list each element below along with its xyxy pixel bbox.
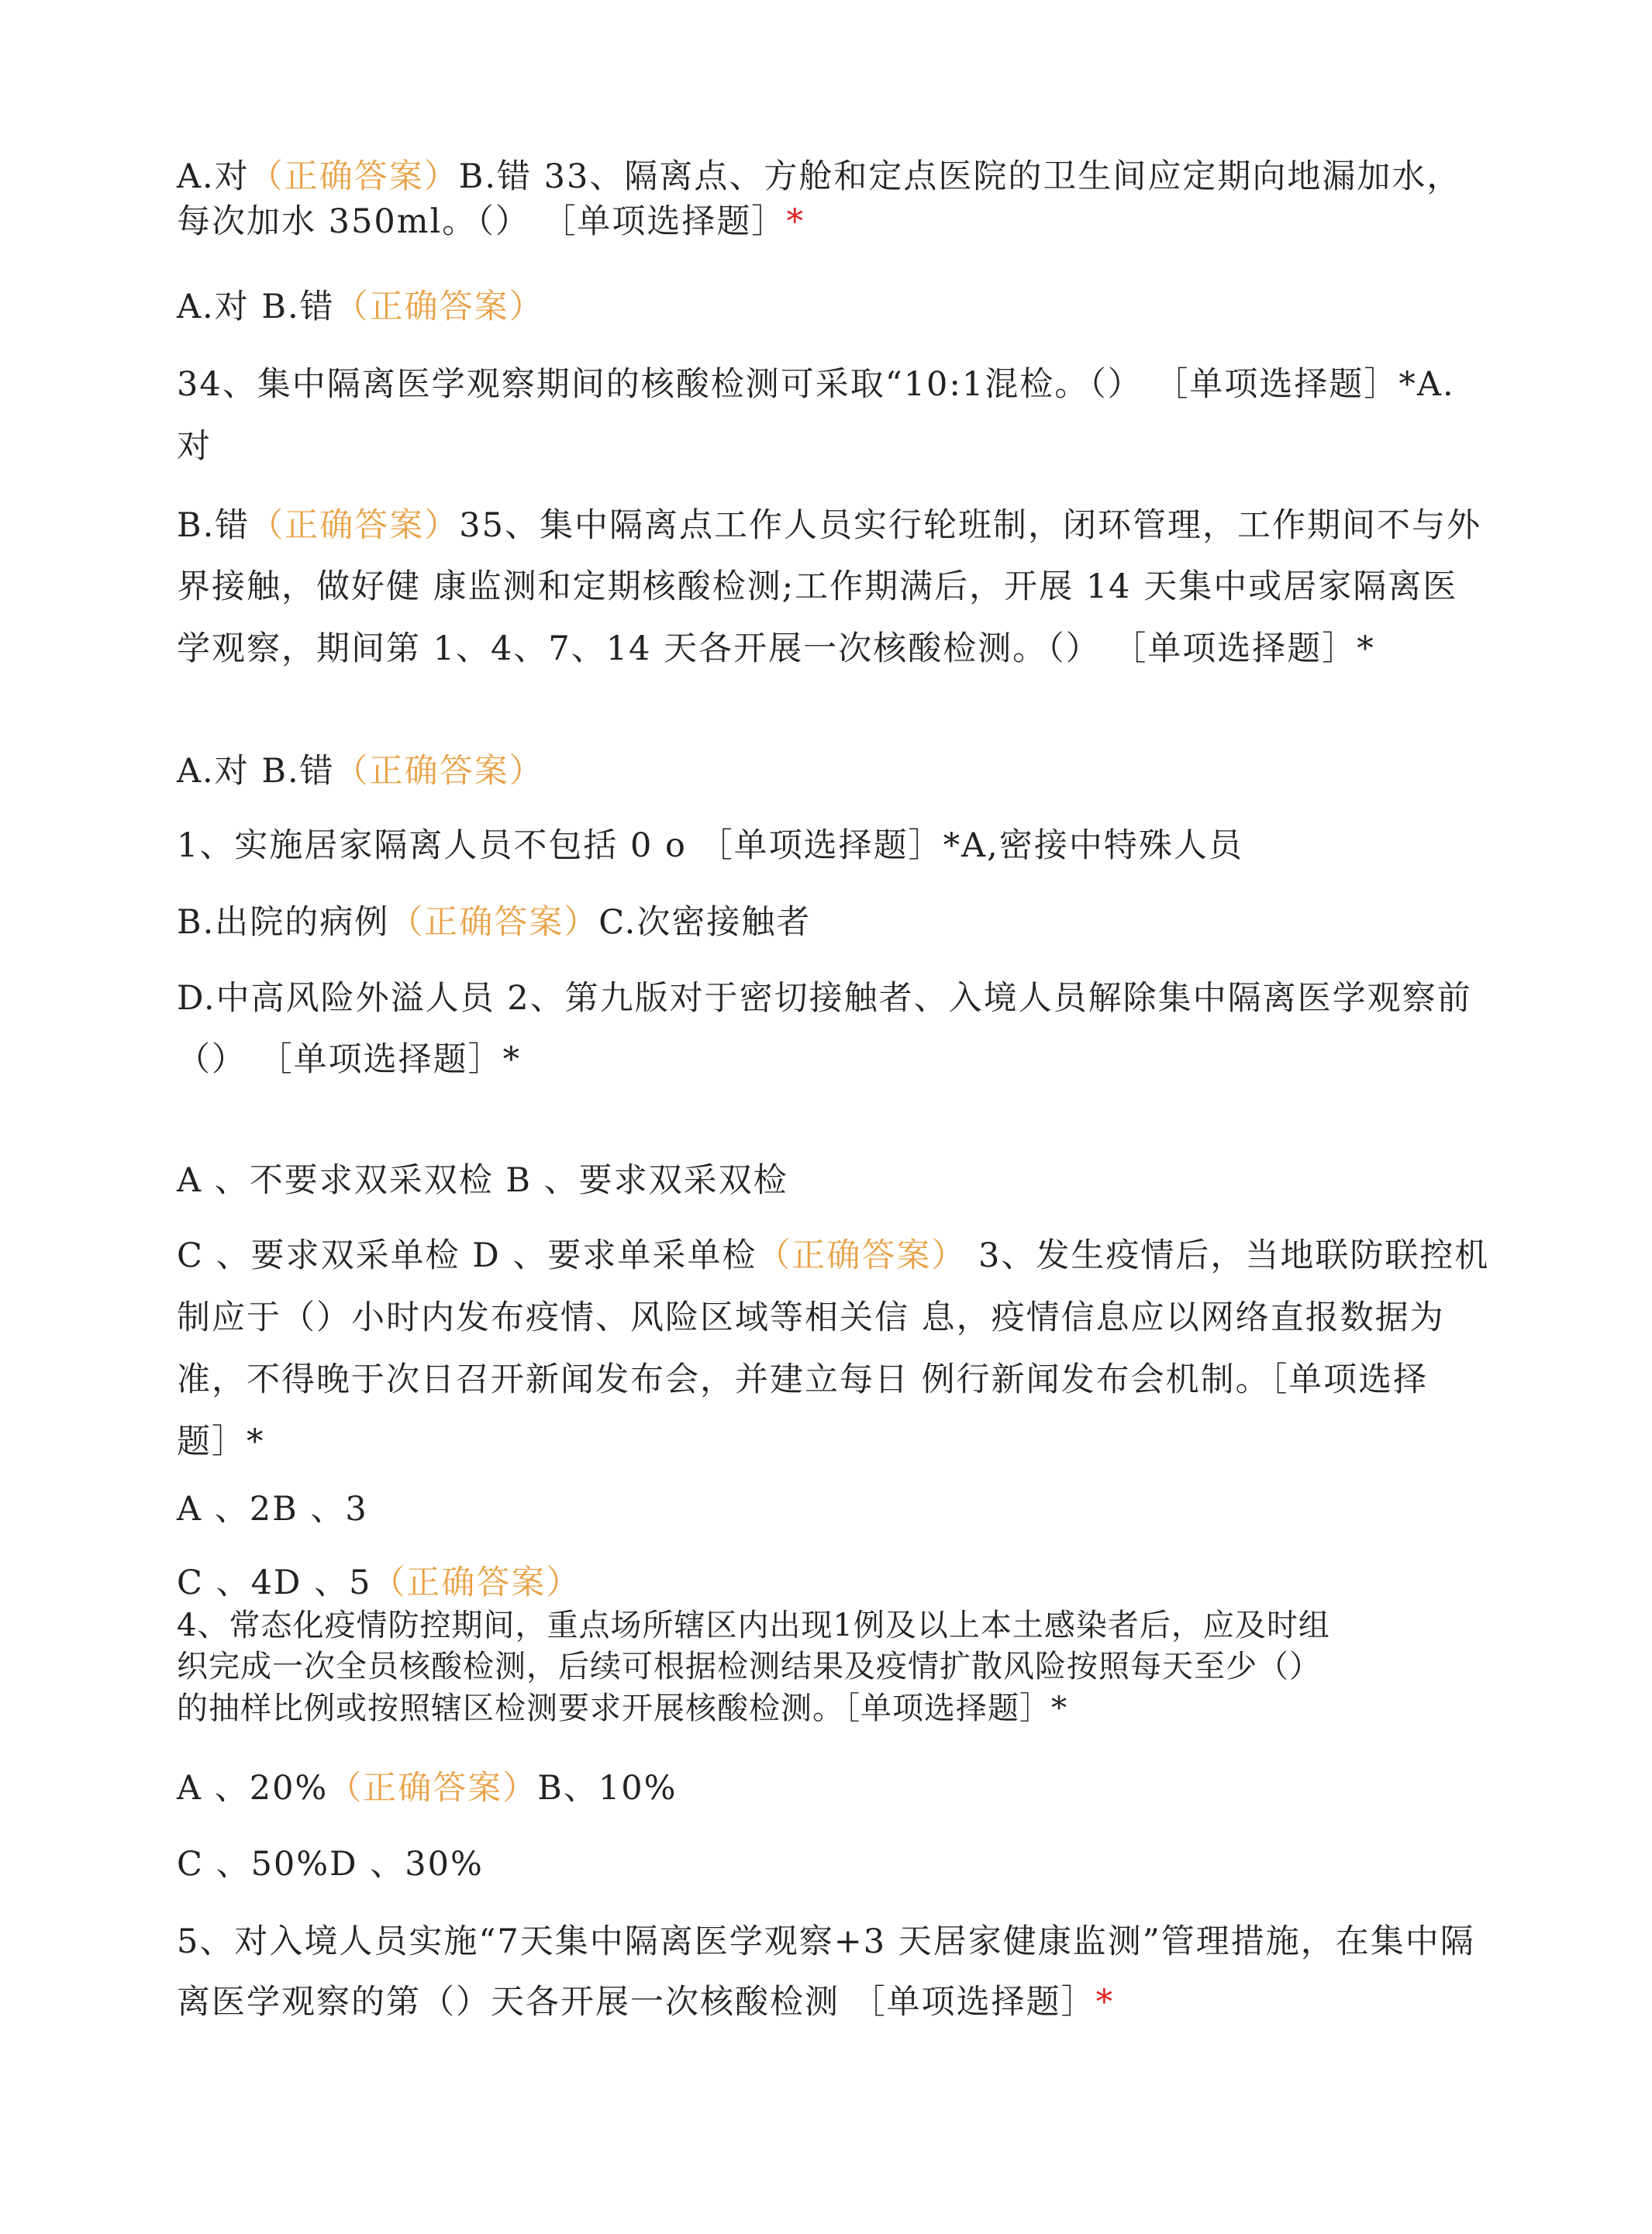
correct-answer-label: （正确答案） <box>757 1236 967 1275</box>
text-line <box>177 1419 265 1465</box>
text-segment: 的抽样比例或按照辖区检测要求开展核酸检测。［单项选择题］* <box>177 1691 1067 1726</box>
text-line <box>177 1357 1428 1403</box>
text-line <box>177 284 544 330</box>
text-segment: A 、2B 、3 <box>177 1490 368 1529</box>
text-line <box>177 1919 1475 1965</box>
text-line <box>177 153 1461 200</box>
text-segment: C 、要求双采单检 D 、要求单采单检 <box>177 1236 757 1275</box>
text-segment: 学观察，期间第 1、4、7、14 天各开展一次核酸检测。（） ［单项选择题］* <box>177 629 1375 668</box>
correct-answer-label: （正确答案） <box>334 288 544 326</box>
text-line <box>177 1232 1489 1279</box>
text-segment: B.出院的病例 <box>177 903 390 942</box>
text-segment: C 、4D 、5 <box>177 1563 372 1602</box>
text-segment: D.中高风险外溢人员 2、第九版对于密切接触者、入境人员解除集中隔离医学观察前 <box>177 979 1472 1018</box>
text-segment: C 、50%D 、30% <box>177 1845 484 1884</box>
text-line <box>177 1685 1067 1732</box>
text-line <box>177 1979 1114 2025</box>
text-segment: 离医学观察的第（）天各开展一次核酸检测 ［单项选择题］ <box>177 1983 1096 2022</box>
required-asterisk: * <box>786 202 805 241</box>
text-segment: 制应于（）小时内发布疫情、风险区域等相关信 息，疫情信息应以网络直报数据为 <box>177 1298 1445 1337</box>
text-line <box>177 423 212 470</box>
text-line <box>177 1295 1445 1341</box>
text-segment: 织完成一次全员核酸检测，后续可根据检测结果及疫情扩散风险按照每天至少（） <box>177 1649 1321 1684</box>
text-line <box>177 1560 581 1606</box>
text-line <box>177 1841 484 1888</box>
text-line <box>177 502 1481 549</box>
required-asterisk: * <box>1095 1983 1115 2022</box>
correct-answer-label: （正确答案） <box>250 506 460 545</box>
text-segment: （） ［单项选择题］* <box>177 1040 522 1079</box>
correct-answer-label: （正确答案） <box>334 752 544 791</box>
correct-answer-label: （正确答案） <box>249 157 459 196</box>
text-segment: A.对 B.错 <box>177 288 335 326</box>
text-line <box>177 1036 521 1083</box>
text-line <box>177 198 805 245</box>
text-line <box>177 1157 788 1204</box>
text-segment: 题］* <box>177 1422 265 1461</box>
text-segment: 1、实施居家隔离人员不包括 0 o ［单项选择题］*A,密接中特殊人员 <box>177 826 1243 865</box>
text-segment: 每次加水 350ml。（） ［单项选择题］ <box>177 202 787 241</box>
text-segment: B.错 <box>177 506 250 545</box>
text-segment: C.次密接触者 <box>598 903 812 942</box>
text-line <box>177 748 544 795</box>
text-segment: A.对 <box>177 157 250 196</box>
text-segment: B、10% <box>537 1769 678 1808</box>
text-segment: 3、发生疫情后，当地联防联控机 <box>966 1236 1490 1275</box>
text-segment: A 、20% <box>177 1769 329 1808</box>
correct-answer-label: （正确答案） <box>328 1769 538 1808</box>
text-line <box>177 1643 1321 1690</box>
correct-answer-label: （正确答案） <box>371 1563 581 1602</box>
text-segment: 5、对入境人员实施“7天集中隔离医学观察+3 天居家健康监测”管理措施，在集中隔 <box>177 1922 1475 1961</box>
text-segment: 对 <box>177 427 212 466</box>
text-line <box>177 1486 368 1532</box>
text-segment: 34、集中隔离医学观察期间的核酸检测可采取“10:1混检。（） ［单项选择题］*A. <box>177 365 1455 404</box>
text-line <box>177 975 1472 1022</box>
text-line <box>177 899 811 946</box>
text-line <box>177 564 1457 610</box>
text-line <box>177 361 1455 408</box>
text-segment: A 、不要求双采双检 B 、要求双采双检 <box>177 1161 788 1200</box>
text-line <box>177 1765 677 1812</box>
correct-answer-label: （正确答案） <box>389 903 599 942</box>
text-segment: 界接触，做好健 康监测和定期核酸检测;工作期满后，开展 14 天集中或居家隔离医 <box>177 567 1458 606</box>
text-segment: 4、常态化疫情防控期间，重点场所辖区内出现1例及以上本土感染者后，应及时组 <box>177 1608 1330 1643</box>
text-segment: 35、集中隔离点工作人员实行轮班制，闭环管理，工作期间不与外 <box>459 506 1481 545</box>
text-line <box>177 822 1243 869</box>
text-segment: A.对 B.错 <box>177 752 335 791</box>
text-line <box>177 626 1375 672</box>
text-segment: 准，不得晚于次日召开新闻发布会，并建立每日 例行新闻发布会机制。［单项选择 <box>177 1360 1429 1399</box>
text-segment: B.错 33、隔离点、方舱和定点医院的卫生间应定期向地漏加水， <box>458 157 1462 196</box>
text-line <box>177 1602 1330 1649</box>
